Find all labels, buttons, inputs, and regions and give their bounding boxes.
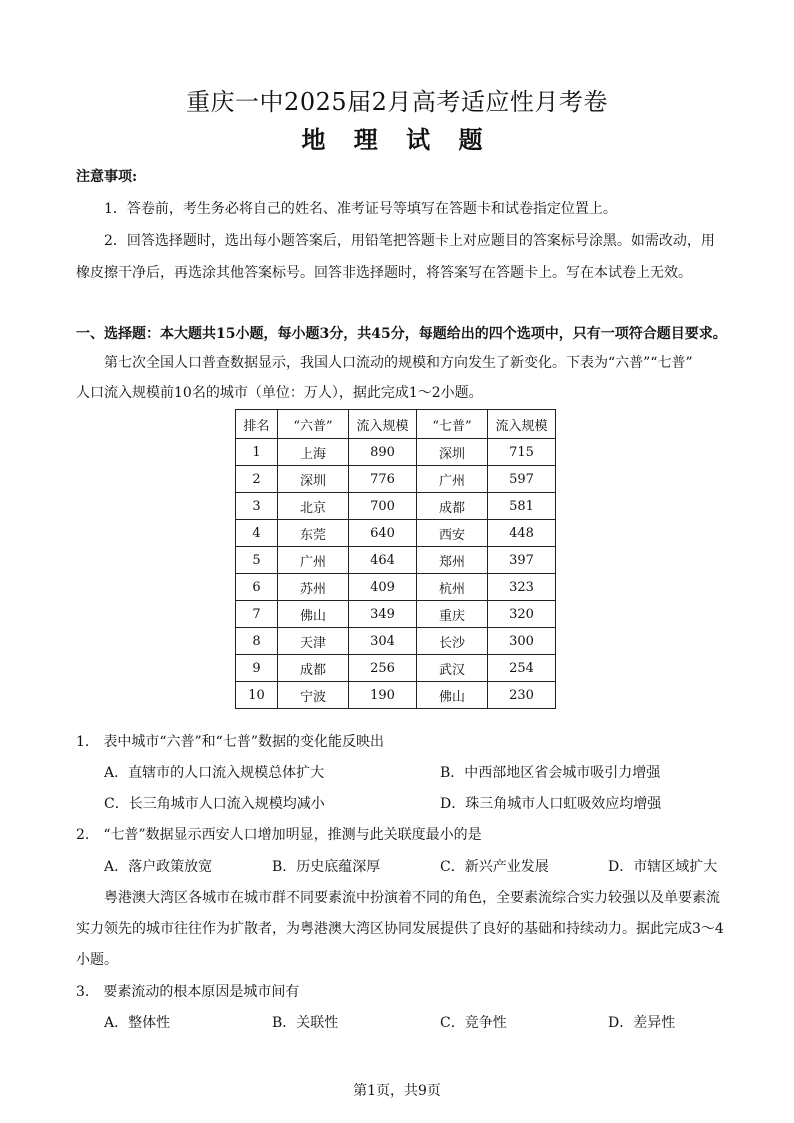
cell-census7-city: 郑州 [417,547,488,574]
cell-census6-inflow: 190 [349,682,417,709]
table-row [236,682,556,709]
question-2-option-d: D．市辖区域扩大 [608,859,718,875]
question-2-option-c: C．新兴产业发展 [440,859,549,875]
table-row [236,520,556,547]
table-row [236,493,556,520]
cell-census7-inflow: 597 [488,466,556,493]
cell-census7-city: 西安 [417,520,488,547]
passage-2-line-3: 小题。 [76,952,118,968]
question-2-option-b: B．历史底蕴深厚 [272,859,381,875]
question-3-option-c: C．竞争性 [440,1015,507,1031]
cell-rank: 7 [236,601,278,628]
notice-item-2-line-1: 2．回答选择题时，选出每小题答案后，用铅笔把答题卡上对应题目的答案标号涂黑。如需改动，用 [104,233,715,249]
cell-census7-inflow: 397 [488,547,556,574]
cell-census7-inflow: 323 [488,574,556,601]
page-footer: 第1页，共9页 [353,1083,441,1099]
cell-rank: 9 [236,655,278,682]
migration-table [235,409,556,709]
table-header-row [236,410,556,439]
cell-rank: 1 [236,439,278,466]
cell-census6-city: 苏州 [278,574,349,601]
question-1-option-a: A．直辖市的人口流入规模总体扩大 [104,765,325,781]
cell-census7-inflow: 300 [488,628,556,655]
cell-census6-inflow: 349 [349,601,417,628]
cell-census6-city: 天津 [278,628,349,655]
header-census7-inflow: 流入规模 [488,410,556,439]
cell-rank: 6 [236,574,278,601]
cell-census6-city: 上海 [278,439,349,466]
header-census6-inflow: 流入规模 [349,410,417,439]
question-1-stem: 1. 表中城市“六普”和“七普”数据的变化能反映出 [76,734,384,750]
header-census6-city: “六普” [278,410,349,439]
cell-census7-inflow: 254 [488,655,556,682]
cell-census6-city: 成都 [278,655,349,682]
table-row [236,466,556,493]
cell-rank: 5 [236,547,278,574]
question-3-option-d: D．差异性 [608,1015,676,1031]
cell-census6-inflow: 700 [349,493,417,520]
cell-census6-city: 宁波 [278,682,349,709]
question-3-option-b: B．关联性 [272,1015,339,1031]
question-1-option-c: C．长三角城市人口流入规模均减小 [104,796,325,812]
table-row [236,601,556,628]
question-2-option-a: A．落户政策放宽 [104,859,213,875]
exam-title: 重庆一中2025届2月高考适应性月考卷 [186,88,608,116]
cell-census6-city: 北京 [278,493,349,520]
cell-census7-city: 佛山 [417,682,488,709]
notice-item-2-line-2: 橡皮擦干净后，再选涂其他答案标号。回答非选择题时，将答案写在答题卡上。写在本试卷上无效。 [76,265,692,281]
cell-rank: 8 [236,628,278,655]
header-rank: 排名 [236,410,278,439]
question-2-stem: 2. “七普”数据显示西安人口增加明显，推测与此关联度最小的是 [76,827,482,843]
table-row [236,574,556,601]
cell-census6-inflow: 776 [349,466,417,493]
cell-census6-city: 东莞 [278,520,349,547]
notice-heading: 注意事项: [76,169,138,185]
cell-census6-city: 佛山 [278,601,349,628]
cell-rank: 2 [236,466,278,493]
section-heading: 一、选择题：本大题共15小题，每小题3分，共45分，每题给出的四个选项中，只有一项符合题目要求。 [76,326,727,342]
passage-1-line-1: 第七次全国人口普查数据显示，我国人口流动的规模和方向发生了新变化。下表为“六普”“七普” [104,355,693,371]
cell-rank: 10 [236,682,278,709]
passage-1-line-2: 人口流入规模前10名的城市（单位：万人），据此完成1～2小题。 [76,385,483,401]
cell-census6-inflow: 890 [349,439,417,466]
table-row [236,439,556,466]
cell-census6-city: 广州 [278,547,349,574]
subject-title: 地 理 试 题 [301,125,493,154]
question-3-stem: 3. 要素流动的根本原因是城市间有 [76,984,300,1000]
cell-census7-city: 杭州 [417,574,488,601]
cell-census7-city: 长沙 [417,628,488,655]
cell-census6-inflow: 256 [349,655,417,682]
cell-rank: 3 [236,493,278,520]
cell-census7-city: 成都 [417,493,488,520]
cell-census7-inflow: 715 [488,439,556,466]
cell-census7-city: 重庆 [417,601,488,628]
cell-census6-inflow: 409 [349,574,417,601]
header-census7-city: “七普” [417,410,488,439]
passage-2-line-2: 实力领先的城市往往作为扩散者，为粤港澳大湾区协同发展提供了良好的基础和持续动力。据此完成3～4 [76,921,724,937]
notice-item-1: 1．答卷前，考生务必将自己的姓名、准考证号等填写在答题卡和试卷指定位置上。 [104,201,617,217]
question-1-option-d: D．珠三角城市人口虹吸效应均增强 [440,796,662,812]
cell-census6-city: 深圳 [278,466,349,493]
cell-census6-inflow: 304 [349,628,417,655]
question-3-option-a: A．整体性 [104,1015,171,1031]
cell-census7-inflow: 230 [488,682,556,709]
cell-census7-inflow: 581 [488,493,556,520]
question-1-option-b: B．中西部地区省会城市吸引力增强 [440,765,661,781]
cell-rank: 4 [236,520,278,547]
table-row [236,655,556,682]
cell-census7-city: 深圳 [417,439,488,466]
cell-census7-inflow: 320 [488,601,556,628]
cell-census6-inflow: 640 [349,520,417,547]
cell-census7-city: 广州 [417,466,488,493]
cell-census6-inflow: 464 [349,547,417,574]
cell-census7-inflow: 448 [488,520,556,547]
cell-census7-city: 武汉 [417,655,488,682]
table-row [236,628,556,655]
table-row [236,547,556,574]
passage-2-line-1: 粤港澳大湾区各城市在城市群不同要素流中扮演着不同的角色，全要素流综合实力较强以及单要素流 [104,890,720,906]
